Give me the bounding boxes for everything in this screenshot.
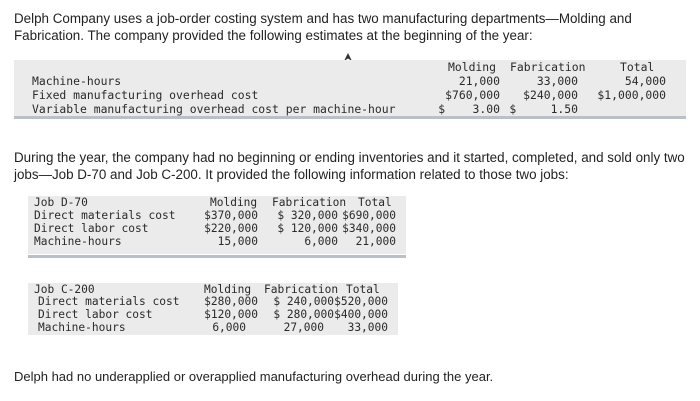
job-c200-header-fabrication: Fabrication: [264, 283, 339, 296]
estimates-cell: $1,000,000: [597, 88, 666, 102]
estimates-header-fabrication: Fabrication: [510, 60, 586, 74]
job-c200-header-total: Total: [346, 283, 380, 296]
estimates-row-label: Variable manufacturing overhead cost per machine-hour: [32, 102, 396, 116]
job-d70-cell: $340,000: [342, 222, 396, 235]
job-c200-row-label: Machine-hours: [38, 321, 126, 334]
job-c200-cell: 27,000: [283, 321, 324, 334]
job-c200-table: [28, 283, 406, 343]
closing-paragraph: Delph had no underapplied or overapplied manufacturing overhead during the year.: [14, 369, 494, 384]
job-d70-title: Job D-70: [34, 196, 88, 209]
job-d70-table: [28, 196, 406, 262]
job-d70-row-label: Machine-hours: [34, 235, 122, 248]
estimates-header-molding: Molding: [448, 60, 497, 74]
job-c200-cell: $520,000: [334, 295, 388, 308]
estimates-cell: $240,000: [523, 88, 578, 102]
job-d70-cell: $ 120,000: [277, 222, 338, 235]
job-d70-cell: $220,000: [204, 222, 258, 235]
job-d70-row-label: Direct labor cost: [34, 222, 149, 235]
job-d70-cell: $370,000: [204, 209, 258, 222]
job-c200-cell: 33,000: [347, 321, 388, 334]
job-c200-cell: $ 240,000: [273, 295, 334, 308]
job-c200-cell: $120,000: [204, 308, 258, 321]
job-d70-cell: 15,000: [217, 235, 258, 248]
estimates-cell: $760,000: [445, 88, 500, 102]
estimates-table: [14, 60, 686, 120]
estimates-cell: 21,000: [458, 74, 500, 88]
estimates-cell: 54,000: [624, 74, 666, 88]
job-d70-cell: 6,000: [304, 235, 338, 248]
estimates-row-label: Fixed manufacturing overhead cost: [32, 88, 259, 102]
job-d70-cell: 21,000: [355, 235, 396, 248]
job-d70-header-total: Total: [358, 196, 392, 209]
job-c200-row-label: Direct materials cost: [38, 295, 180, 308]
job-d70-cell: $ 320,000: [277, 209, 338, 222]
job-d70-header-molding: Molding: [210, 196, 258, 209]
job-c200-cell: $280,000: [204, 295, 258, 308]
jobs-intro-paragraph: During the year, the company had no beginning or ending inventories and it started, completed, and sold only two jobs—Job D-70 and Job C-200. It provided the following information related to those two jobs:: [14, 150, 685, 182]
intro-paragraph: Delph Company uses a job-order costing system and has two manufacturing departments—Molding and Fabrication. The company provided the following estimates at the beginning of the year:: [14, 11, 632, 43]
job-c200-cell: $400,000: [334, 308, 388, 321]
estimates-cell: $ 1.50: [509, 102, 578, 116]
estimates-header-total: Total: [620, 60, 655, 74]
job-d70-header-fabrication: Fabrication: [272, 196, 347, 209]
job-d70-row-label: Direct materials cost: [34, 209, 176, 222]
job-c200-title: Job C-200: [34, 283, 95, 296]
job-c200-row-label: Direct labor cost: [38, 308, 153, 321]
job-d70-cell: $690,000: [342, 209, 396, 222]
job-c200-cell: $ 280,000: [273, 308, 334, 321]
job-c200-cell: 6,000: [212, 321, 246, 334]
job-c200-header-molding: Molding: [204, 283, 252, 296]
estimates-cell: $ 3.00: [438, 102, 500, 116]
estimates-row-label: Machine-hours: [32, 74, 122, 88]
estimates-cell: 33,000: [536, 74, 578, 88]
